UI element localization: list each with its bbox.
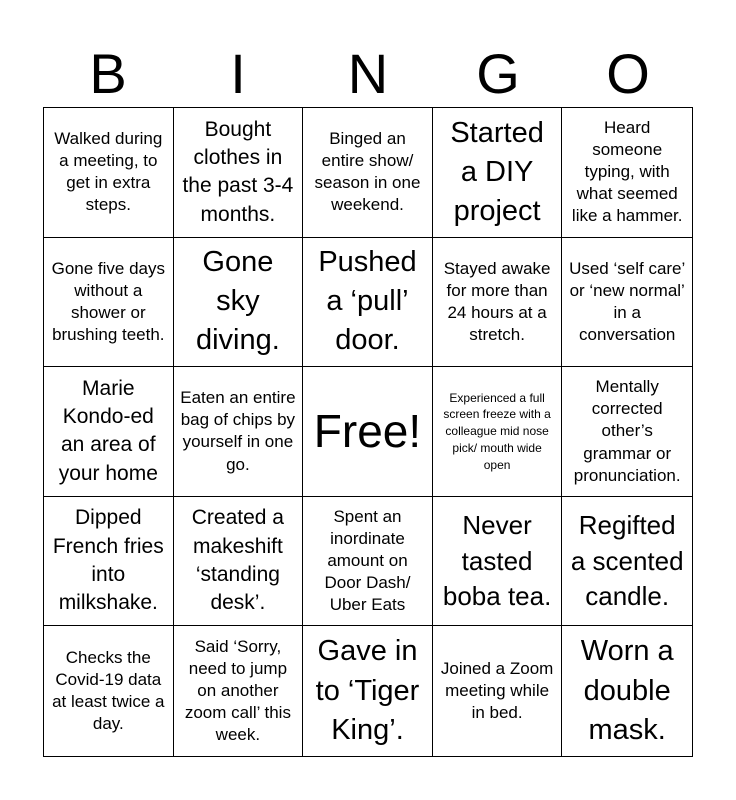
bingo-cell[interactable]: Gone five days without a shower or brushing teeth. [44, 238, 174, 368]
header-letter-n: N [347, 42, 389, 105]
bingo-cell[interactable]: Walked during a meeting, to get in extra steps. [44, 108, 174, 238]
header-letter-i: I [230, 42, 246, 105]
bingo-cell[interactable]: Checks the Covid-19 data at least twice a day. [44, 626, 174, 756]
bingo-cell[interactable]: Stayed awake for more than 24 hours at a stretch. [433, 238, 563, 368]
bingo-cell[interactable]: Said ‘Sorry, need to jump on another zoom call’ this week. [174, 626, 304, 756]
bingo-cell[interactable]: Eaten an entire bag of chips by yourself in one go. [174, 367, 304, 497]
bingo-cell[interactable]: Never tasted boba tea. [433, 497, 563, 627]
bingo-cell[interactable]: Gave in to ‘Tiger King’. [303, 626, 433, 756]
bingo-cell[interactable]: Mentally corrected other’s grammar or pronunciation. [562, 367, 692, 497]
bingo-cell[interactable]: Pushed a ‘pull’ door. [303, 238, 433, 368]
bingo-card-grid [43, 107, 693, 757]
header-letter-g: G [476, 42, 520, 105]
bingo-cell[interactable]: Marie Kondo-ed an area of your home [44, 367, 174, 497]
bingo-cell[interactable]: Regifted a scented candle. [562, 497, 692, 627]
bingo-cell[interactable]: Worn a double mask. [580, 635, 674, 746]
header-letter-o: O [606, 42, 650, 105]
bingo-cell[interactable]: Dipped French fries into milkshake. [44, 497, 174, 627]
bingo-cell[interactable]: Joined a Zoom meeting while in bed. [433, 626, 563, 756]
bingo-cell[interactable]: Binged an entire show/ season in one weekend. [303, 108, 433, 238]
bingo-cell[interactable]: Started a DIY project [433, 108, 563, 238]
bingo-cell[interactable]: Bought clothes in the past 3-4 months. [174, 108, 304, 238]
bingo-cell[interactable]: Experienced a full screen freeze with a colleague mid nose pick/ mouth wide open [433, 367, 563, 497]
bingo-cell[interactable]: Spent an inordinate amount on Door Dash/ Uber Eats [303, 497, 433, 627]
bingo-cell[interactable]: Heard someone typing, with what seemed like a hammer. [562, 108, 692, 238]
bingo-header [43, 40, 693, 108]
bingo-cell[interactable]: Used ‘self care’ or ‘new normal’ in a conversation [562, 238, 692, 368]
header-letter-b: B [89, 42, 127, 105]
bingo-cell[interactable]: Gone sky diving. [174, 238, 304, 368]
free-space-cell[interactable]: Free! [303, 367, 433, 497]
bingo-cell[interactable]: Created a makeshift ‘standing desk’. [174, 497, 304, 627]
